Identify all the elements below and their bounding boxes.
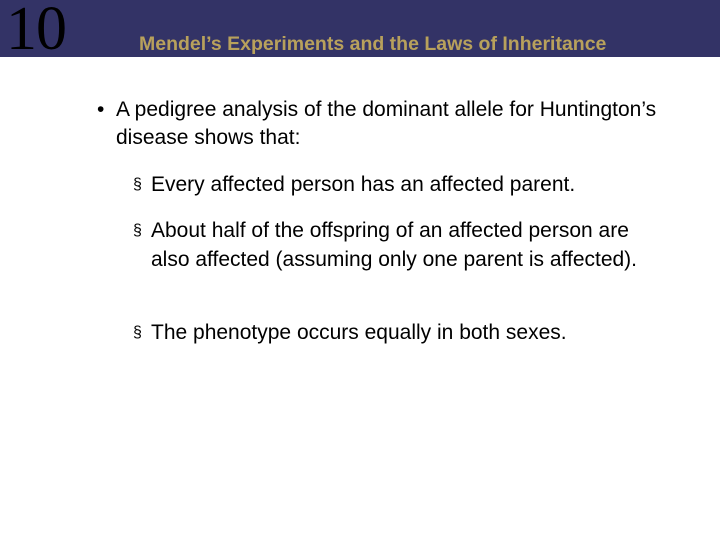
sub-bullet	[133, 318, 653, 347]
sub-bullet	[133, 216, 653, 274]
sub-bullet-marker: §	[133, 324, 142, 341]
sub-bullet-marker: §	[133, 176, 142, 193]
sub-bullet-text: The phenotype occurs equally in both sexes.	[151, 321, 567, 344]
sub-bullet-marker: §	[133, 222, 142, 239]
bullet-marker: •	[97, 98, 105, 121]
main-bullet	[97, 96, 657, 152]
sub-bullet	[133, 170, 653, 199]
slide-title: Mendel’s Experiments and the Laws of Inheritance	[139, 33, 607, 55]
main-bullet-text: A pedigree analysis of the dominant allele for Huntington’s disease shows that:	[116, 98, 657, 149]
sub-bullet-text: Every affected person has an affected parent.	[151, 173, 576, 196]
chapter-number: 10	[6, 0, 66, 63]
sub-bullet-text: About half of the offspring of an affected person are also affected (assuming only one parent is affected).	[151, 219, 638, 271]
